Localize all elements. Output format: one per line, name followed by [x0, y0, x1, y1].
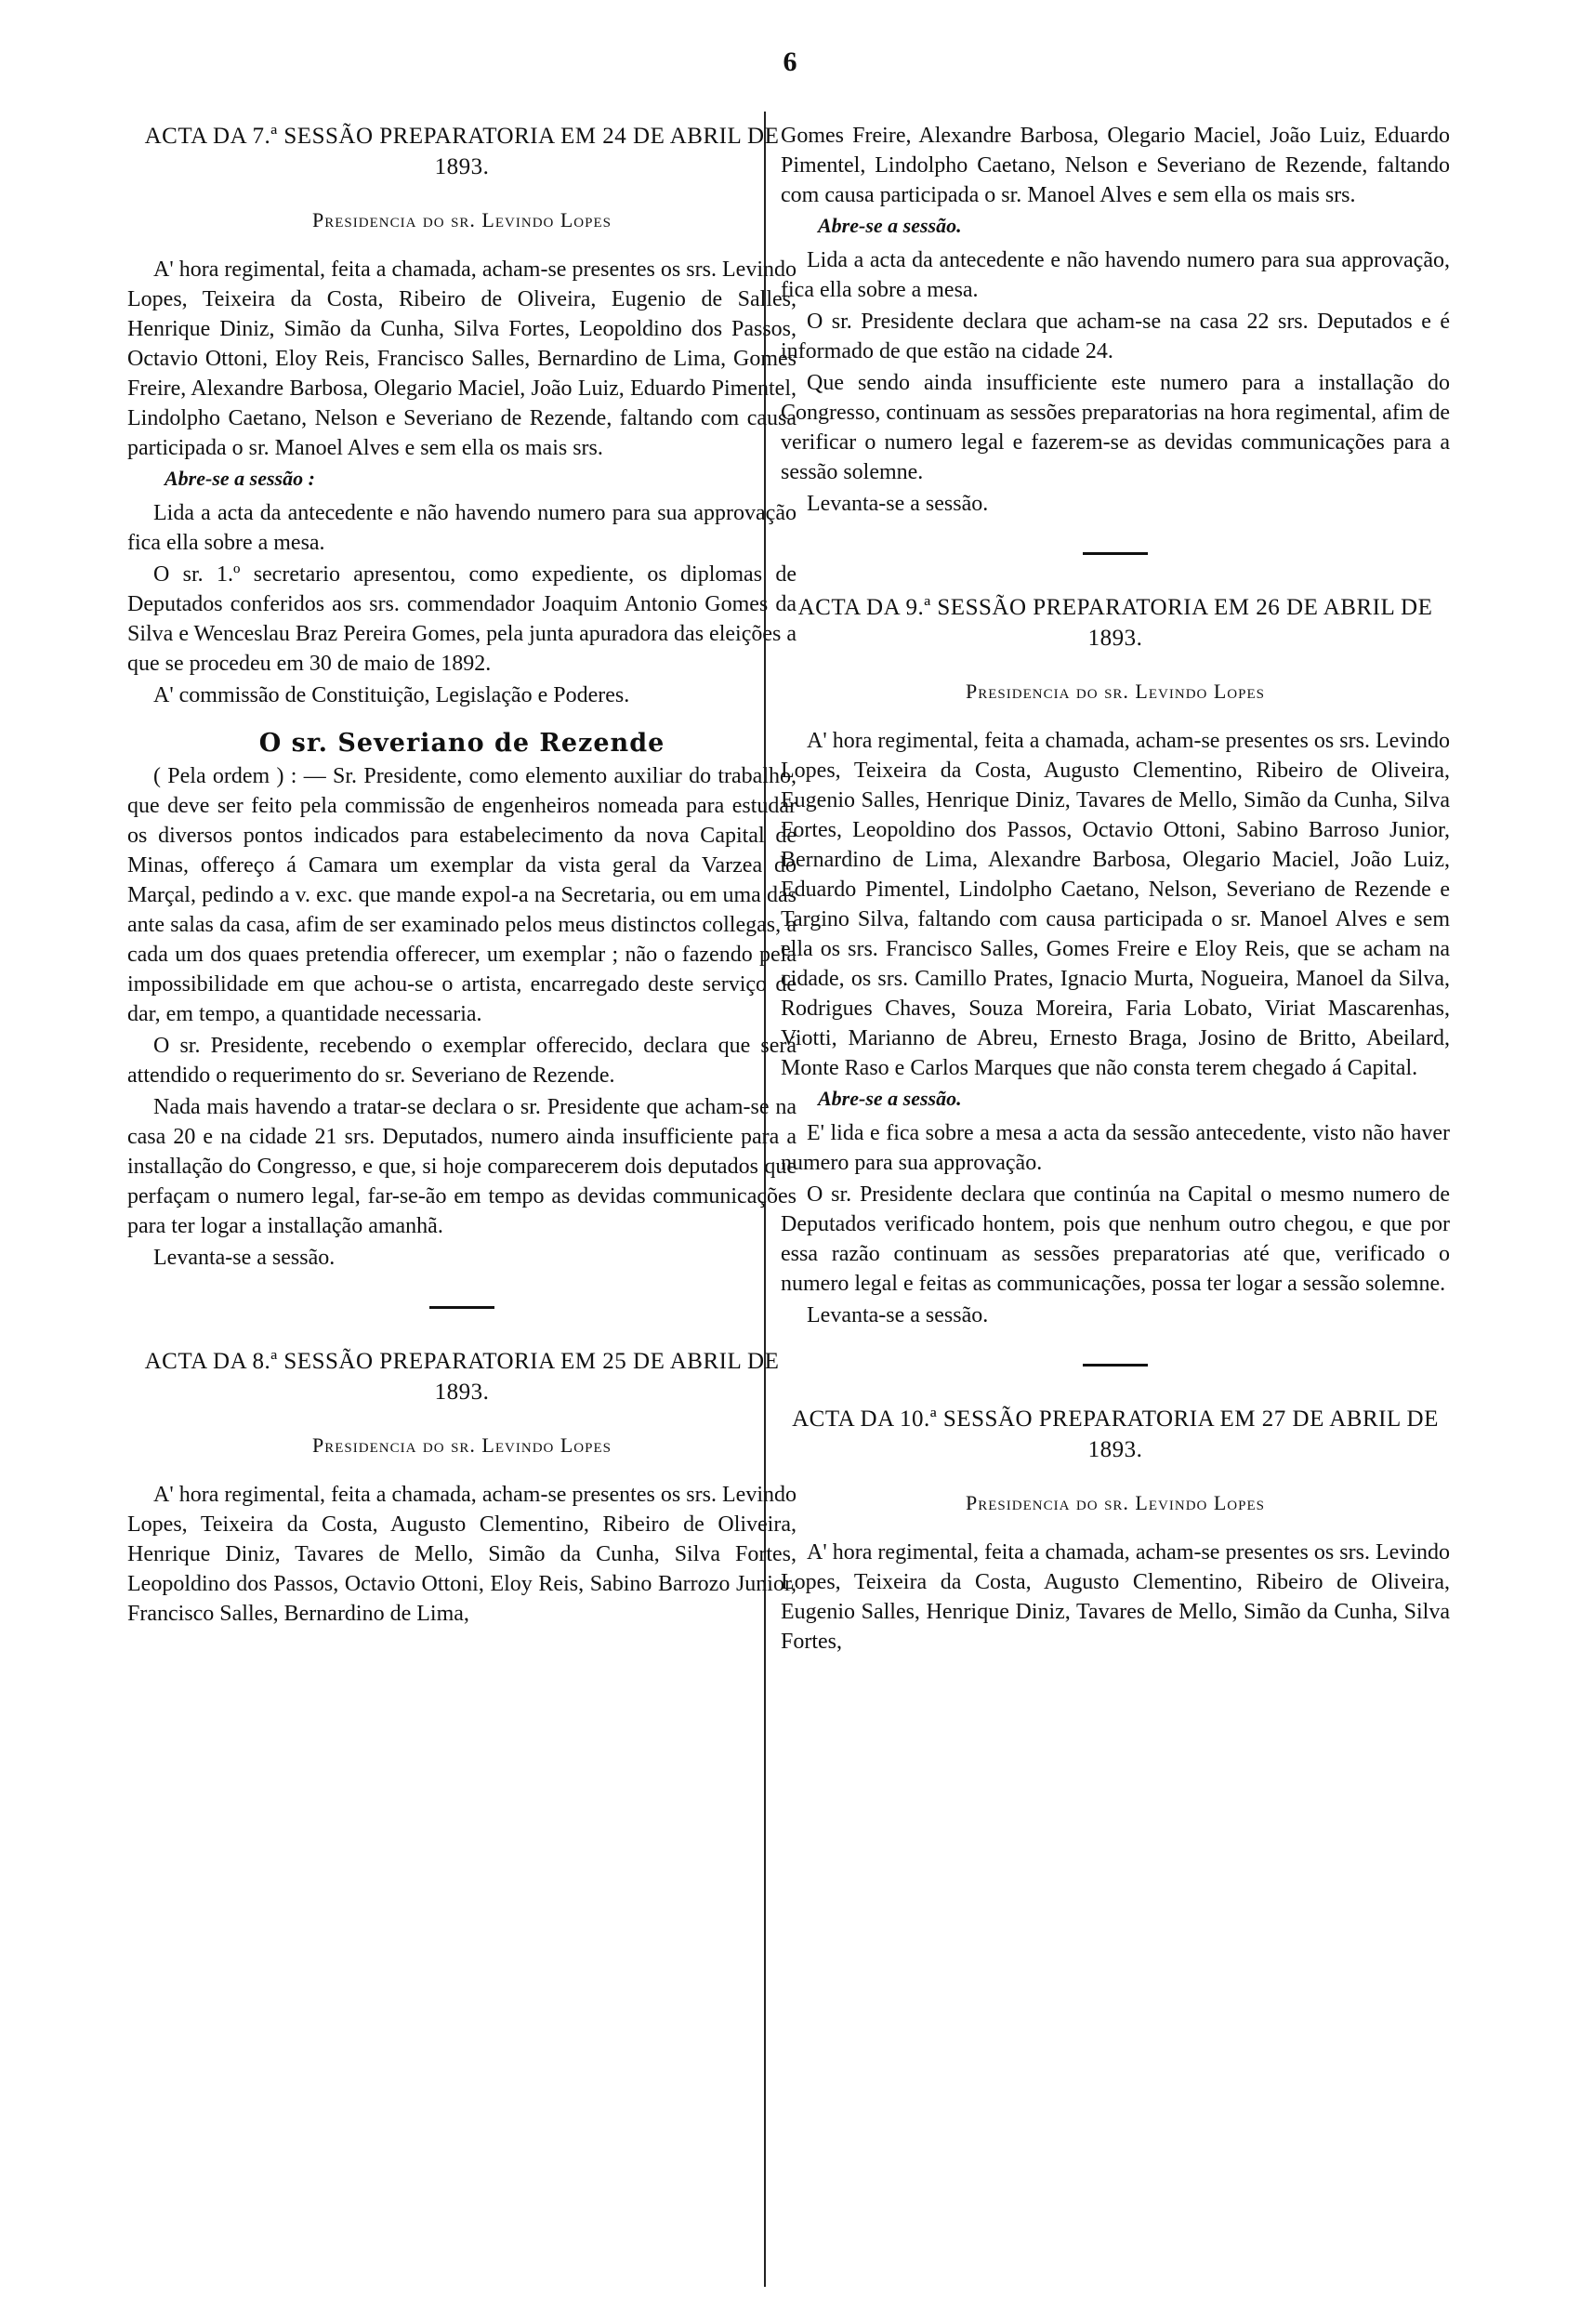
section-rule: [1083, 552, 1148, 555]
president-paragraph: O sr. Presidente, recebendo o exemplar offerecido, declara que será attendido o requerimento do sr. Severiano de Rezende.: [127, 1034, 797, 1088]
commission-paragraph: A' commissão de Constituição, Legislação e Poderes.: [153, 683, 630, 707]
section-rule: [1083, 1364, 1148, 1367]
secretary-paragraph: O sr. 1.º secretario apresentou, como expediente, os diplomas de Deputados conferidos aos srs. commendador Joaquim Antonio Gomes da Silva e Wenceslau Braz Pereira Gomes, pela junta apuradora das eleições a que se procedeu em 30 de maio de 1892.: [127, 562, 797, 676]
right-column: [781, 121, 1450, 1658]
attendance-paragraph: A' hora regimental, feita a chamada, acham-se presentes os srs. Levindo Lopes, Teixeira da Costa, Augusto Clementino, Ribeiro de Oliveira, Henrique Diniz, Tavares de Mello, Simão da Cunha, Silva Fortes, Leopoldino dos Passos, Octavio Ottoni, Eloy Reis, Sabino Barrozo Junior, Francisco Salles, Bernardino de Lima,: [127, 1483, 797, 1626]
session-8: [127, 1346, 797, 1629]
page-number: 6: [783, 46, 797, 77]
minutes-paragraph: Lida a acta da antecedente e não havendo numero para sua approvação, fica ella sobre a mesa.: [781, 248, 1450, 302]
attendance-paragraph: A' hora regimental, feita a chamada, acham-se presentes os srs. Levindo Lopes, Teixeira da Costa, Augusto Clementino, Ribeiro de Oliveira, Eugenio Salles, Henrique Diniz, Tavares de Mello, Simão da Cunha, Silva Fortes, Leopoldino dos Passos, Octavio Ottoni, Sabino Barroso Junior, Bernardino de Lima, Alexandre Barbosa, Olegario Maciel, João Luiz, Eduardo Pimentel, Lindolpho Caetano, Nelson, Severiano de Rezende e Targino Silva, faltando com causa participada o sr. Manoel Alves e sem ella os srs. Francisco Salles, Gomes Freire e Eloy Reis, que se acham na cidade, os srs. Camillo Prates, Ignacio Murta, Nogueira, Manoel da Silva, Rodrigues Chaves, Souza Moreira, Faria Lobato, Viriat Mascarenhas, Viotti, Marianno de Abreu, Ernesto Braga, Josino de Britto, Abeilard, Monte Raso e Carlos Marques que não consta terem chegado á Capital.: [781, 729, 1450, 1080]
session-title: ACTA DA 7.ª SESSÃO PREPARATORIA EM 24 DE ABRIL DE 1893.: [144, 124, 780, 179]
session-7: [127, 121, 797, 1273]
minutes-paragraph: Lida a acta da antecedente e não havendo numero para sua approvação fica ella sobre a mesa.: [127, 501, 797, 555]
presidency-line: Presidencia do sr. Levindo Lopes: [312, 1433, 612, 1457]
left-column: [127, 121, 797, 1631]
attendance-continued: Gomes Freire, Alexandre Barbosa, Olegario Maciel, João Luiz, Eduardo Pimentel, Lindolpho Caetano, Nelson e Severiano de Rezende, faltando com causa participada o sr. Manoel Alves e sem ella os mais srs.: [781, 124, 1450, 207]
session-10: [781, 1404, 1450, 1657]
quorum-paragraph: Que sendo ainda insufficiente este numero para a installação do Congresso, continuam as sessões preparatorias na hora regimental, afim de verificar o numero legal e fazerem-se as devidas communicações para a sessão solemne.: [781, 371, 1450, 484]
attendance-paragraph: A' hora regimental, feita a chamada, acham-se presentes os srs. Levindo Lopes, Teixeira da Costa, Ribeiro de Oliveira, Eugenio de Salles, Henrique Diniz, Simão da Cunha, Silva Fortes, Leopoldino dos Passos, Octavio Ottoni, Eloy Reis, Francisco Salles, Bernardino de Lima, Gomes Freire, Alexandre Barbosa, Olegario Maciel, João Luiz, Eduardo Pimentel, Lindolpho Caetano, Nelson e Severiano de Rezende, faltando com causa participada o sr. Manoel Alves e sem ella os mais srs.: [127, 257, 797, 460]
president-paragraph: O sr. Presidente declara que acham-se na casa 22 srs. Deputados e é informado de que estão na cidade 24.: [781, 310, 1450, 363]
minutes-paragraph: E' lida e fica sobre a mesa a acta da sessão antecedente, visto não haver numero para sua approvação.: [781, 1121, 1450, 1175]
session-close: Levanta-se a sessão.: [807, 492, 989, 516]
presidency-line: Presidencia do sr. Levindo Lopes: [312, 208, 612, 231]
speaker-heading: O sr. Severiano de Rezende: [258, 729, 665, 758]
session-title: ACTA DA 10.ª SESSÃO PREPARATORIA EM 27 DE ABRIL DE 1893.: [792, 1406, 1439, 1462]
session-opening: Abre-se a sessão.: [818, 1087, 962, 1110]
speech-paragraph: ( Pela ordem ) : — Sr. Presidente, como elemento auxiliar do trabalho, que deve ser feito pela commissão de engenheiros nomeada para estudar os diversos pontos indicados para estabelecimento da nova Capital de Minas, offereço á Camara um exemplar da vista geral da Varzea do Marçal, pedindo a v. exc. que mande expol-a na Secretaria, ou em uma das ante salas da casa, afim de ser examinado pelos meus distinctos collegas, a cada um dos quaes pretendia offerecer, um exemplar ; não o fazendo pela impossibilidade em que achou-se o artista, encarregado deste serviço de dar, em tempo, a quantidade necessaria.: [127, 764, 797, 1026]
session-opening: Abre-se a sessão :: [165, 467, 315, 490]
session-title: ACTA DA 9.ª SESSÃO PREPARATORIA EM 26 DE ABRIL DE 1893.: [797, 595, 1433, 651]
attendance-paragraph: A' hora regimental, feita a chamada, acham-se presentes os srs. Levindo Lopes, Teixeira da Costa, Augusto Clementino, Ribeiro de Oliveira, Eugenio Salles, Henrique Diniz, Tavares de Mello, Simão da Cunha, Silva Fortes,: [781, 1540, 1450, 1654]
presidency-line: Presidencia do sr. Levindo Lopes: [966, 680, 1265, 703]
session-opening: Abre-se a sessão.: [818, 214, 962, 237]
session-close: Levanta-se a sessão.: [807, 1303, 989, 1327]
quorum-paragraph: Nada mais havendo a tratar-se declara o sr. Presidente que acham-se na casa 20 e na cidade 21 srs. Deputados, numero ainda insufficiente para a installação do Congresso, e que, si hoje comparecerem dois deputados que perfaçam o numero legal, far-se-ão em tempo as devidas communicações para ter logar a installação amanhã.: [127, 1095, 797, 1238]
presidency-line: Presidencia do sr. Levindo Lopes: [966, 1491, 1265, 1514]
session-9: [781, 592, 1450, 1330]
session-close: Levanta-se a sessão.: [153, 1246, 336, 1270]
session-8-continued: [781, 121, 1450, 519]
section-rule: [429, 1306, 494, 1309]
session-title: ACTA DA 8.ª SESSÃO PREPARATORIA EM 25 DE ABRIL DE 1893.: [144, 1349, 780, 1405]
president-paragraph: O sr. Presidente declara que continúa na Capital o mesmo numero de Deputados verificado hontem, pois que nenhum outro chegou, e que por essa razão continuam as sessões preparatorias até que, verificado o numero legal e feitas as communicações, possa ter logar a sessão solemne.: [781, 1182, 1450, 1296]
